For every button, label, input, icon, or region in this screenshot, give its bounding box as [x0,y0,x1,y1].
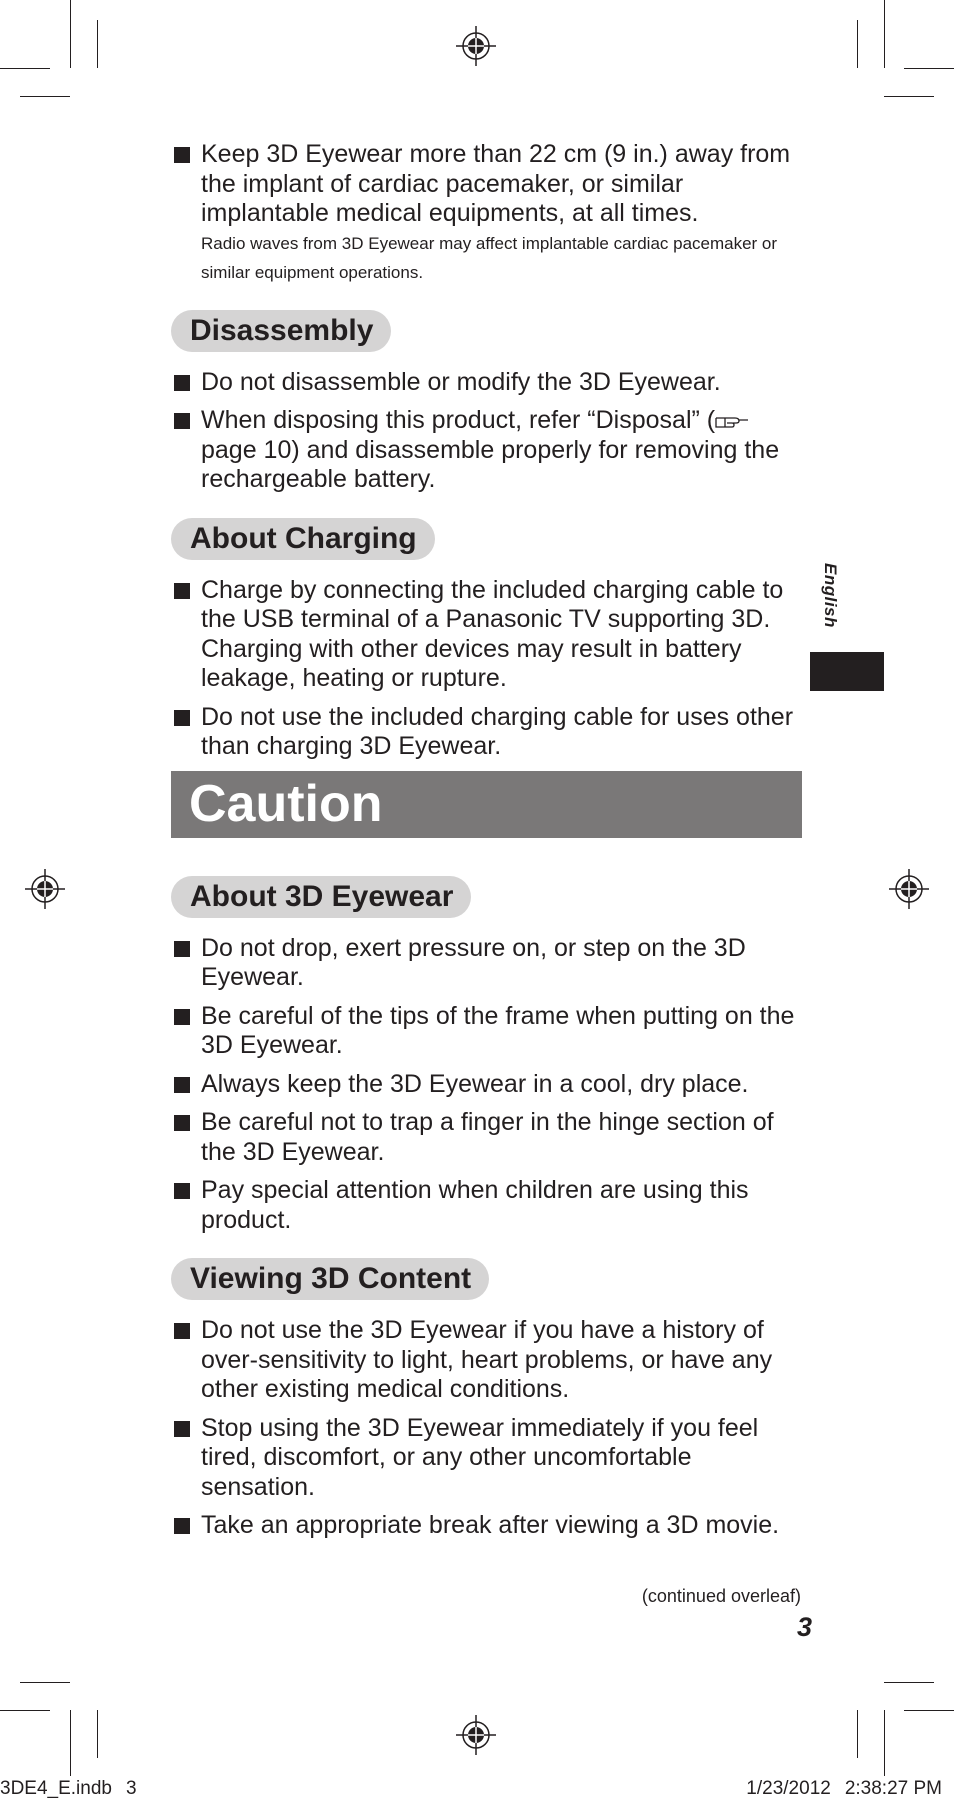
bullet-text: Be careful not to trap a finger in the hinge section of the 3D Eyewear. [201,1108,774,1166]
list-item [171,368,801,398]
caution-banner: Caution [171,771,802,838]
list-item [171,1316,801,1405]
bullet-text: Take an appropriate break after viewing a 3D movie. [201,1511,780,1539]
continued-note: (continued overleaf) [641,1586,801,1606]
bullet-note: Radio waves from 3D Eyewear may affect implantable cardiac pacemaker or similar equipment operations. [201,233,778,282]
list-item [171,406,801,495]
language-tab-bar [810,652,884,691]
crop-mark [857,1710,858,1758]
print-slug-file [0,1778,137,1800]
bullet-text: Do not use the 3D Eyewear if you have a history of over-sensitivity to light, heart problems, or have any other existing medical conditions. [201,1316,773,1403]
list-item [171,1176,801,1235]
list-item [171,1414,801,1503]
crop-mark [884,1710,885,1776]
list-item [171,1002,801,1061]
square-bullet-icon [174,710,190,726]
bullet-text: Do not use the included charging cable for uses other than charging 3D Eyewear. [201,702,794,760]
crop-mark [97,20,98,68]
bullet-text: Always keep the 3D Eyewear in a cool, dry place. [201,1069,749,1098]
page-content [171,140,801,1550]
list-item [171,1108,801,1167]
crop-mark [70,0,71,68]
crosshair-registration-icon [25,869,65,909]
square-bullet-icon [174,1009,190,1025]
crop-mark [884,1682,934,1683]
crosshair-registration-icon [456,26,496,66]
language-tab-label: English [821,563,840,628]
square-bullet-icon [174,1421,190,1437]
section-heading-about-charging: About Charging [171,518,435,560]
bullet-text: Keep 3D Eyewear more than 22 cm (9 in.) away from the implant of cardiac pacemaker, or similar implantable medical equipments, at all times. [201,140,791,227]
square-bullet-icon [174,1518,190,1534]
bullet-text: Pay special attention when children are using this product. [201,1176,749,1234]
crop-mark [884,96,934,97]
crosshair-registration-icon [889,869,929,909]
square-bullet-icon [174,1323,190,1339]
crop-mark [70,1710,71,1776]
section-heading-viewing-3d-content: Viewing 3D Content [171,1258,489,1300]
list-item [171,1511,801,1541]
square-bullet-icon [174,941,190,957]
slug-page: 3 [125,1778,137,1799]
list-item [171,1070,801,1100]
crop-mark [0,1710,50,1711]
crop-mark [904,68,954,69]
square-bullet-icon [174,375,190,391]
crop-mark [97,1710,98,1758]
crop-mark [857,20,858,68]
bullet-text: page 10) and disassemble properly for removing the rechargeable battery. [201,435,780,493]
crop-mark [884,0,885,68]
slug-date: 1/23/2012 [746,1778,831,1799]
bullet-text: Be careful of the tips of the frame when putting on the 3D Eyewear. [201,1001,795,1059]
list-item [171,703,801,762]
square-bullet-icon [174,1183,190,1199]
crop-mark [20,1682,70,1683]
section-heading-about-3d-eyewear: About 3D Eyewear [171,876,471,918]
list-item [171,934,801,993]
crop-mark [20,96,70,97]
square-bullet-icon [174,1077,190,1093]
crosshair-registration-icon [456,1715,496,1755]
list-item [171,576,801,694]
crop-mark [904,1710,954,1711]
bullet-text: Stop using the 3D Eyewear immediately if you feel tired, discomfort, or any other uncomfortable sensation. [201,1413,759,1501]
square-bullet-icon [174,583,190,599]
slug-filename: 3DE4_E.indb [0,1778,112,1799]
square-bullet-icon [174,147,190,163]
square-bullet-icon [174,1115,190,1131]
bullet-text: Charge by connecting the included charging cable to the USB terminal of a Panasonic TV supporting 3D. Charging with other devices may result in battery leakage, heating or rupture. [201,575,784,692]
bullet-text: Do not drop, exert pressure on, or step on the 3D Eyewear. [201,933,746,991]
page-number: 3 [796,1612,812,1642]
pointing-hand-icon [715,412,749,430]
list-item [171,140,801,287]
bullet-text: Do not disassemble or modify the 3D Eyewear. [201,367,721,396]
crop-mark [0,68,50,69]
section-heading-disassembly: Disassembly [171,310,391,352]
square-bullet-icon [174,413,190,429]
bullet-text: When disposing this product, refer “Disposal” ( [201,406,716,434]
slug-time: 2:38:27 PM [844,1778,942,1799]
print-slug-date [746,1778,942,1800]
